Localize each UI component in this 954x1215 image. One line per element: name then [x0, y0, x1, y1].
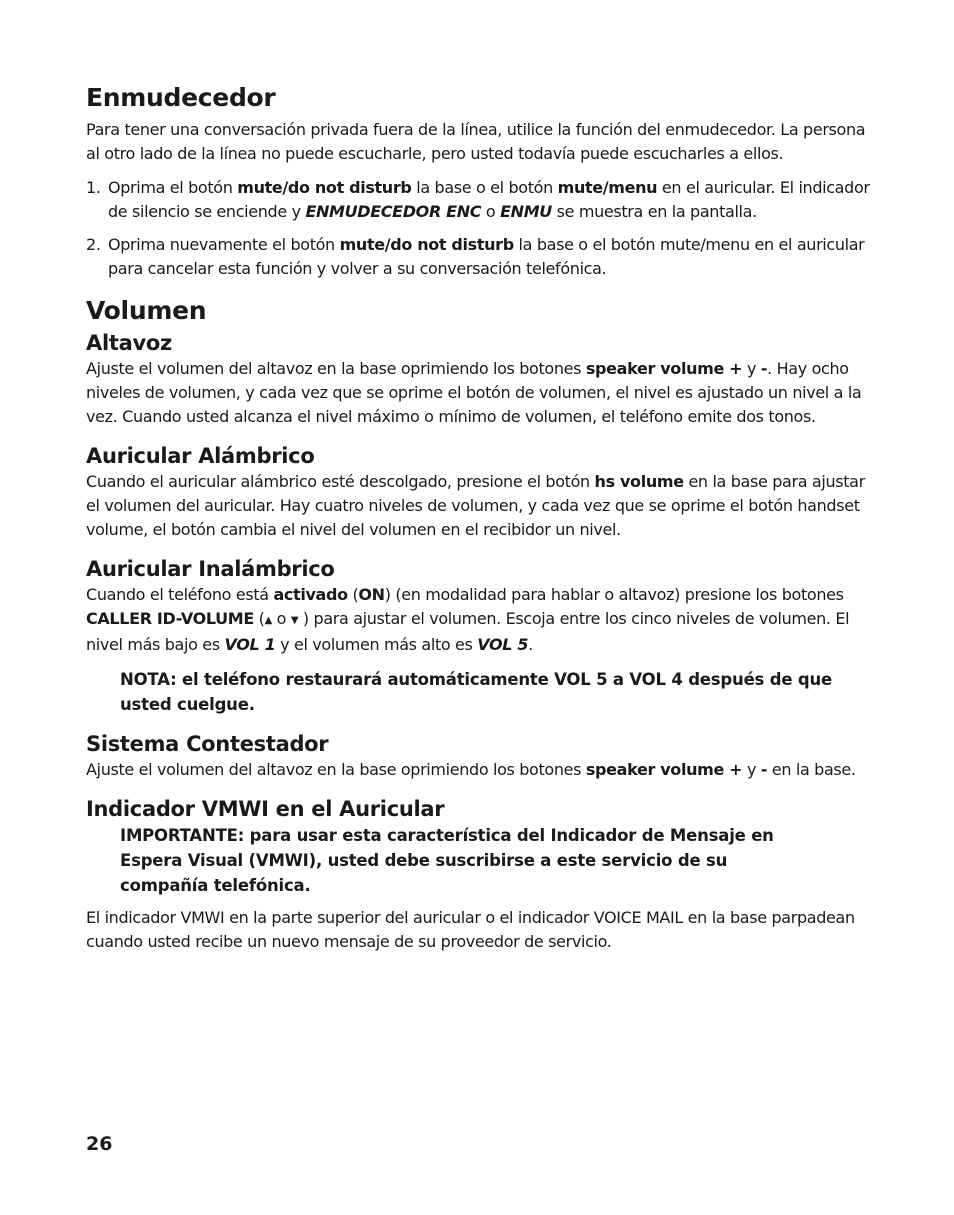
text-run: Ajuste el volumen del altavoz en la base oprimiendo los botones	[86, 359, 586, 378]
speaker-volume-minus-label: -	[760, 760, 768, 779]
text-run: en el auricular. El indicador de silencio se enciende y	[108, 178, 870, 221]
speaker-volume-plus-label: speaker volume +	[585, 760, 743, 779]
step-number: 2.	[86, 235, 101, 254]
cordless-body	[86, 583, 876, 657]
display-text-enmu: ENMU	[500, 202, 552, 221]
text-run: en la base.	[767, 760, 856, 779]
vol-5-label: VOL 5	[477, 635, 529, 654]
mute-intro: Para tener una conversación privada fuera de la línea, utilice la función del enmudecedor. La persona al otro lado de la línea no puede escucharle, pero usted todavía puede escucharles a ellos.	[86, 120, 866, 163]
corded-heading: Auricular Alámbrico	[86, 444, 315, 468]
answering-heading: Sistema Contestador	[86, 732, 329, 756]
vol-1-label: VOL 1	[224, 635, 276, 654]
text-run: (	[347, 585, 359, 604]
vmwi-body: El indicador VMWI en la parte superior del auricular o el indicador VOICE MAIL en la base parpadean cuando usted recibe un nuevo mensaje de su proveedor de servicio.	[86, 908, 855, 951]
text-run: en la base para ajustar el volumen del auricular. Hay cuatro niveles de volumen, y cada vez que se oprime el botón handset volume, el botón cambia el nivel del volumen en el recibidor un nivel.	[86, 472, 865, 539]
mute-dnd-button-label: mute/do not disturb	[339, 235, 514, 254]
step-text	[108, 176, 876, 224]
cordless-heading: Auricular Inalámbrico	[86, 557, 335, 581]
manual-page	[86, 82, 876, 954]
volume-heading: Volumen	[86, 296, 207, 325]
text-run: la base o el botón	[411, 178, 558, 197]
mute-dnd-button-label: mute/do not disturb	[237, 178, 412, 197]
step-number: 1.	[86, 178, 101, 197]
text-run: y el volumen más alto es	[275, 635, 478, 654]
text-run: ) (en modalidad para hablar o altavoz) presione los botones	[384, 585, 844, 604]
mute-step-2	[86, 233, 876, 281]
text-run: Ajuste el volumen del altavoz en la base oprimiendo los botones	[86, 760, 586, 779]
text-run: .	[528, 635, 533, 654]
text-run: . Hay ocho niveles de volumen, y cada vez que se oprime el botón de volumen, el nivel es ajustado un nivel a la vez. Cuando usted alcanza el nivel máximo o mínimo de volumen, el teléfono emite dos tonos.	[86, 359, 862, 426]
text-run: y	[742, 760, 761, 779]
arrow-up-icon: ▲	[264, 615, 272, 626]
arrow-down-icon: ▼	[290, 615, 299, 626]
caller-id-volume-label: CALLER ID-VOLUME	[86, 609, 254, 628]
page-number: 26	[86, 1133, 113, 1155]
step-text	[108, 233, 876, 281]
speaker-body	[86, 357, 876, 429]
text-run: y	[742, 359, 761, 378]
speaker-volume-minus-label: -	[760, 359, 768, 378]
answering-body	[86, 758, 876, 782]
vmwi-important-note: IMPORTANTE: para usar esta característica del Indicador de Mensaje en Espera Visual (VMWI), usted debe suscribirse a este servicio de su compañía telefónica.	[120, 826, 774, 895]
text-run: o	[481, 202, 501, 221]
speaker-volume-plus-label: speaker volume +	[585, 359, 743, 378]
text-run: Cuando el auricular alámbrico esté descolgado, presione el botón	[86, 472, 595, 491]
text-run: Oprima el botón	[108, 178, 238, 197]
display-text-enmudecedor-enc: ENMUDECEDOR ENC	[305, 202, 482, 221]
mute-menu-button-label: mute/menu	[557, 178, 658, 197]
text-run: o	[271, 609, 291, 628]
corded-body	[86, 470, 876, 542]
text-run: la base o el botón mute/menu en el auricular para cancelar esta función y volver a su conversación telefónica.	[108, 235, 865, 278]
text-run: se muestra en la pantalla.	[551, 202, 757, 221]
mute-step-1	[86, 176, 876, 224]
activado-label: activado	[273, 585, 348, 604]
mute-heading: Enmudecedor	[86, 83, 276, 112]
text-run: (	[253, 609, 265, 628]
text-run: Cuando el teléfono está	[86, 585, 274, 604]
on-label: ON	[358, 585, 385, 604]
hs-volume-label: hs volume	[594, 472, 684, 491]
cordless-note: NOTA: el teléfono restaurará automáticamente VOL 5 a VOL 4 después de que usted cuelgue.	[120, 670, 833, 714]
text-run: Oprima nuevamente el botón	[108, 235, 340, 254]
text-run: ) para ajustar el volumen. Escoja entre los cinco niveles de volumen. El nivel más bajo es	[86, 609, 850, 654]
speaker-heading: Altavoz	[86, 331, 172, 355]
vmwi-heading: Indicador VMWI en el Auricular	[86, 797, 445, 821]
